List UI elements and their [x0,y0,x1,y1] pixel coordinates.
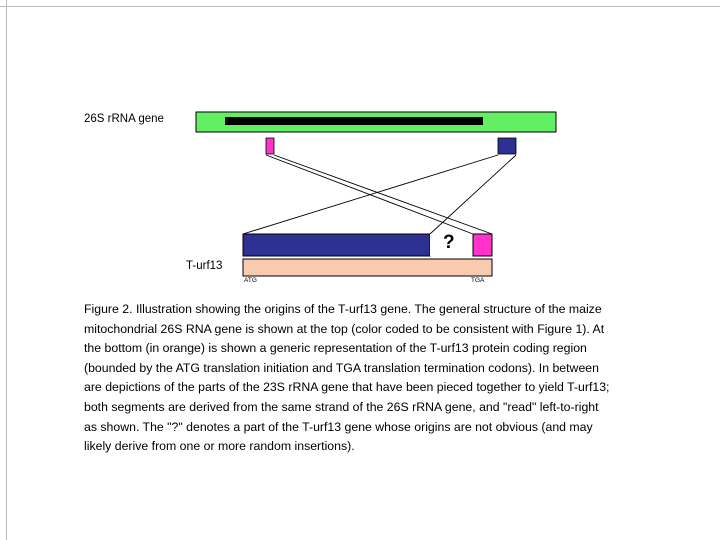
label-tga-stop-codon: TGA [471,277,485,284]
turf13-magenta-segment [473,234,492,256]
label-unknown-origin-question-mark: ? [443,232,455,253]
label-turf13: T-urf13 [186,260,223,272]
turf13-orange-coding-region [243,259,492,276]
magenta-source-block [266,138,274,154]
figure-caption-text: Figure 2. Illustration showing the origins of the T-urf13 gene. The general structure of the maize mitochondrial 26S RNA gene is shown at the top (color coded to be consistent with Figure 1). At the bottom (in orange) is shown a generic representation of the T-urf13 protein coding region (bounded by the ATG translation initiation and TGA translation termination codons). In between are depictions of the parts of the 23S rRNA gene that have been pieced together to yield T-urf13; both segments are derived from the same strand of the 26S rRNA gene, and "read" left-to-right as shown. The "?" denotes a part of the T-urf13 gene whose origins are not obvious (and may likely derive from one or more random insertions). [84,302,610,454]
label-26s-rrna-gene: 26S rRNA gene [84,113,164,125]
turf13-blue-segment [243,234,430,256]
blue-source-block [498,138,516,154]
label-atg-start-codon: ATG [244,277,257,284]
connector-blue-right [430,155,516,234]
26s-rrna-gene-core [225,117,483,125]
figure-caption [84,300,612,457]
